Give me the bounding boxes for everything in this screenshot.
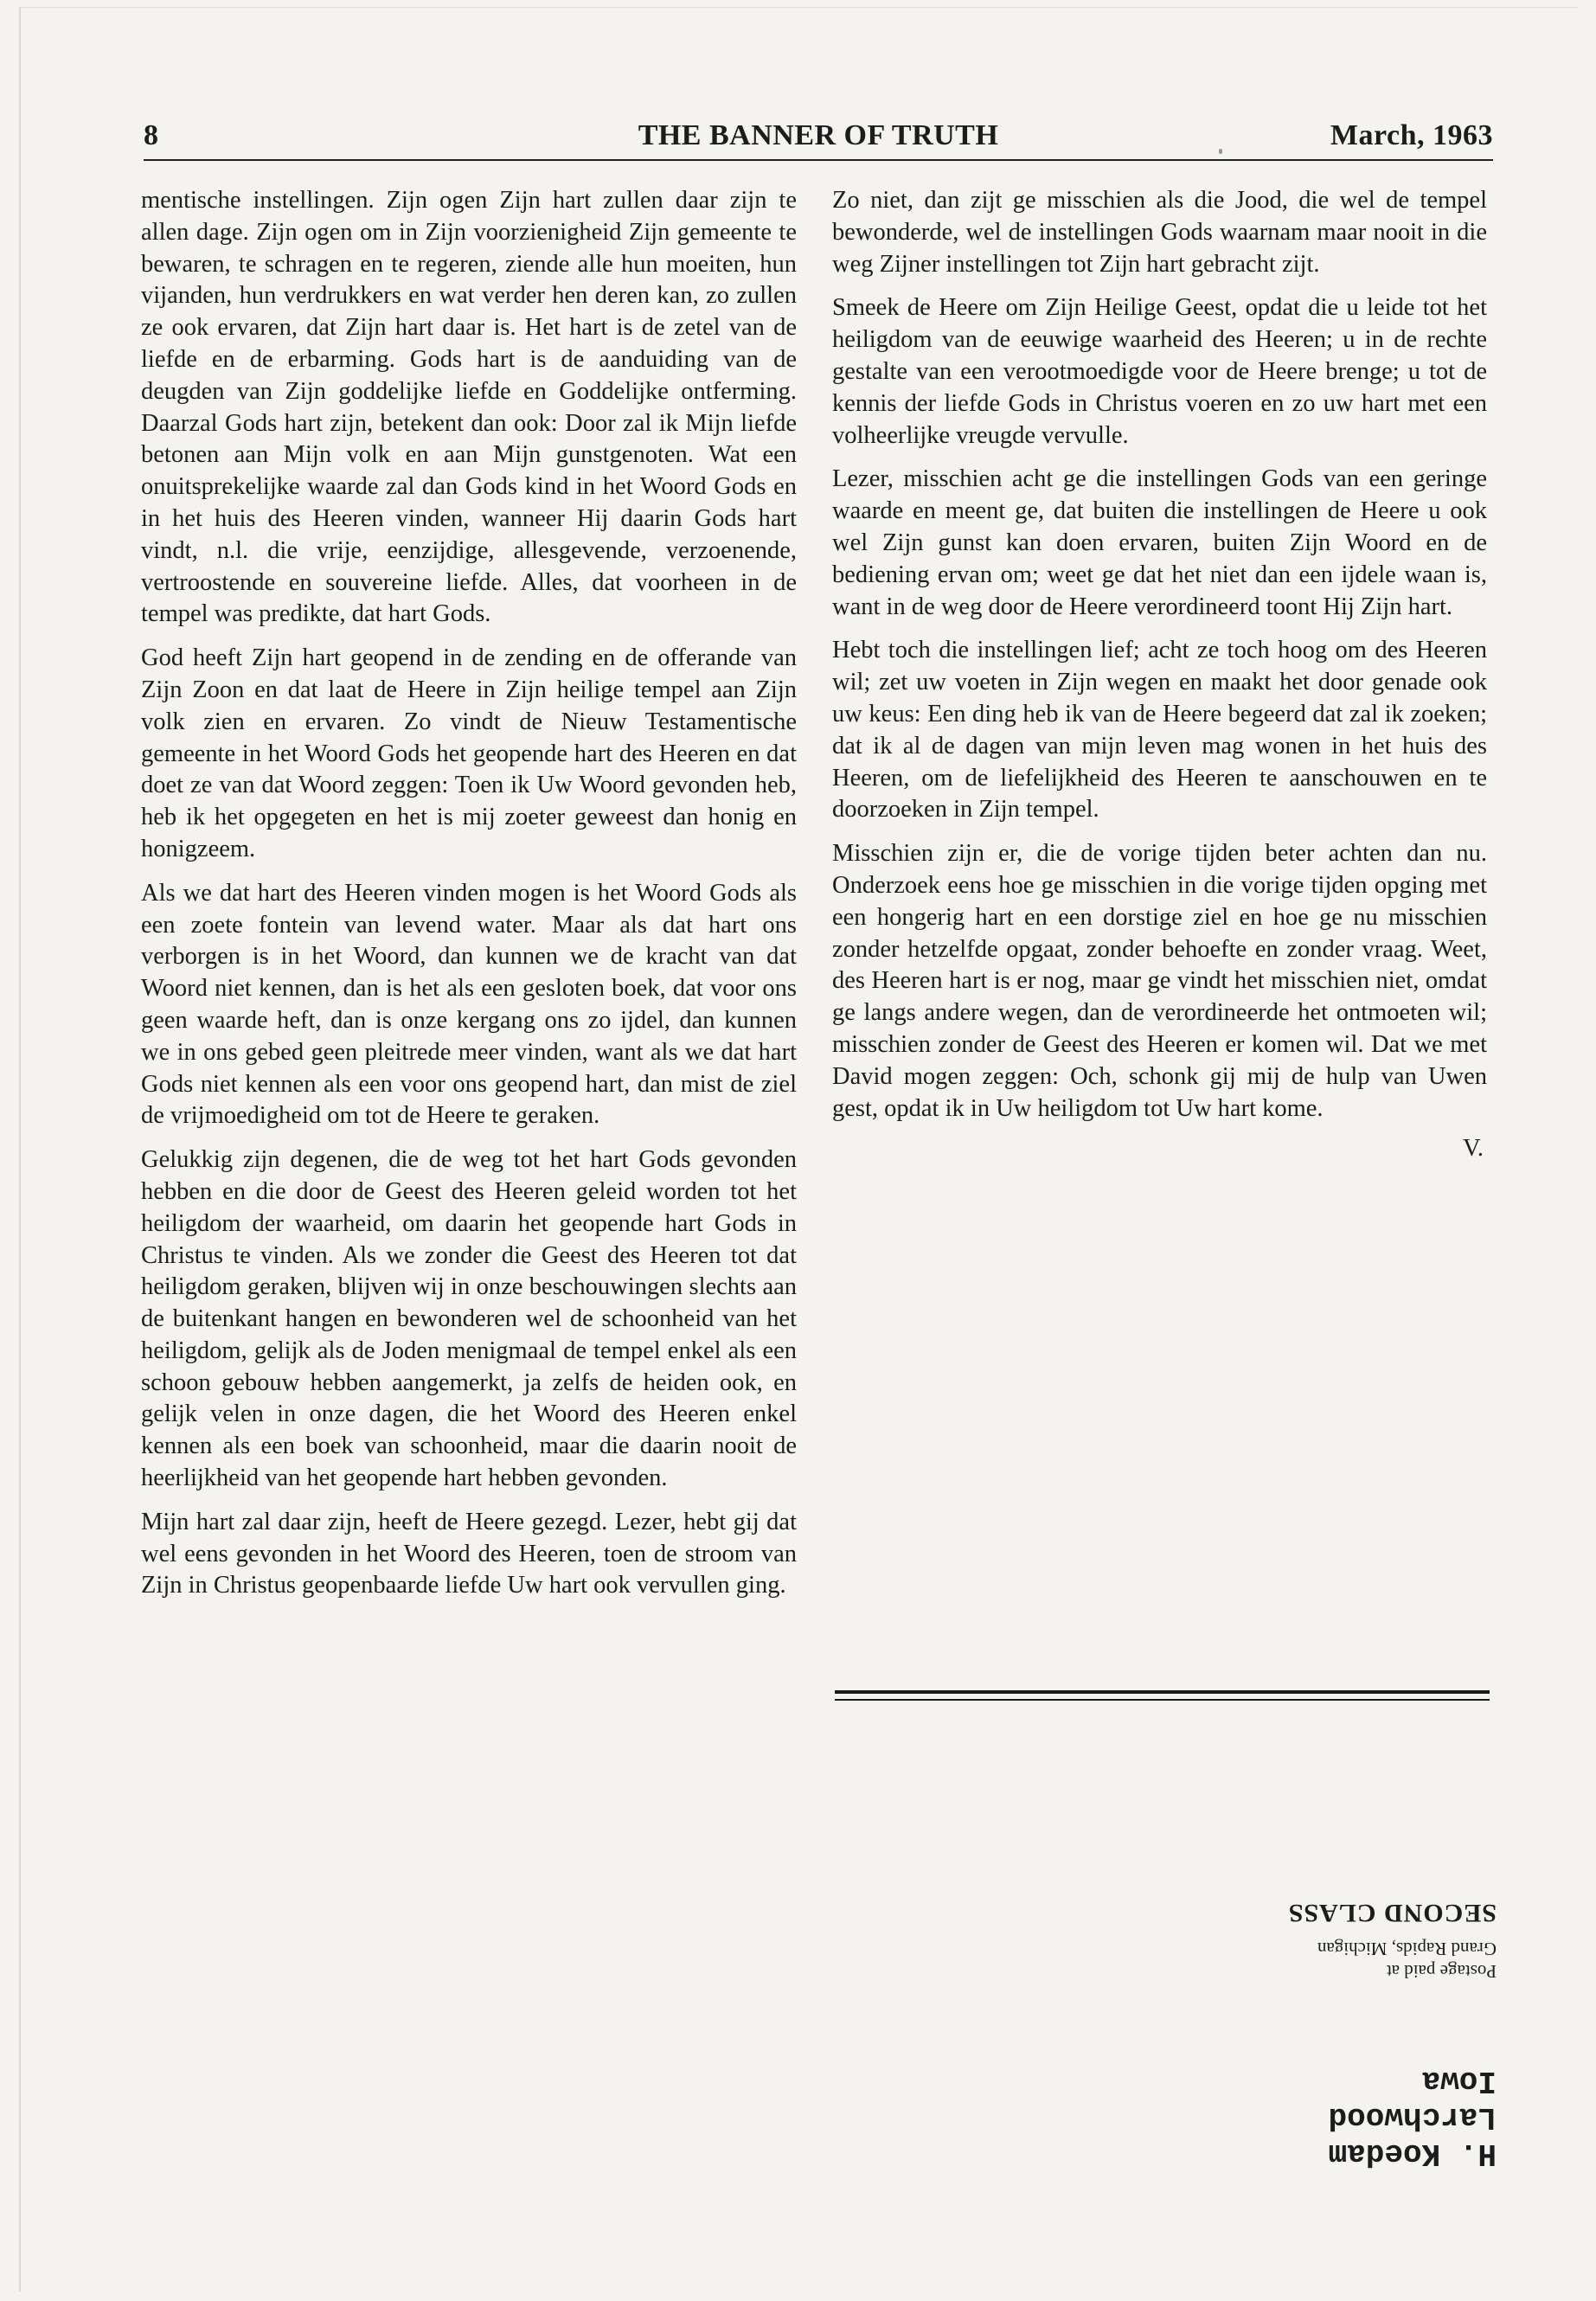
paragraph: Lezer, misschien acht ge die instellingen Gods van een geringe waarde en meent ge, dat buiten die instellingen de Heere u ook wel Zijn gunst kan doen ervaren, buiten Zijn Woord en de bediening ervan om; weet ge dat het niet dan een ijdele waan is, want in de weg door de Heere verordineerd toont Hij Zijn hart.: [832, 465, 1487, 620]
author-signature: V.: [1462, 1135, 1484, 1163]
page-header: [144, 119, 1493, 159]
paragraph: God heeft Zijn hart geopend in de zending en de offerande van Zijn Zoon en dat laat de Heere in Zijn heilige tempel aan Zijn volk zien en ervaren. Zo vindt de Nieuw Testamentische gemeente in het Woord Gods het geopende hart des Heeren en dat doet ze van dat Woord zeggen: Toen ik Uw Woord gevonden heb, heb ik het opgegeten en het is mij zoeter geweest dan honig en honigzeem.: [141, 644, 797, 862]
left-column: [141, 185, 797, 1614]
addressee-city: Larchwood: [1328, 2099, 1497, 2135]
addressee-name: H. Koedam: [1328, 2136, 1497, 2171]
page-number: 8: [144, 119, 159, 151]
paragraph: Hebt toch die instellingen lief; acht ze toch hoog om des Heeren wil; zet uw voeten in Zijn wegen en maakt het door genade ook uw keus: Een ding heb ik van de Heere begeerd dat zal ik zoeken; dat ik al de dagen van mijn leven mag wonen in het huis des Heeren, om de liefelijkheid des Heeren te aanschouwen en te doorzoeken in Zijn tempel.: [832, 637, 1487, 824]
separator-rule-top: [835, 1690, 1490, 1694]
separator-rule-bottom: [835, 1699, 1490, 1701]
addressee-state: Iowa: [1421, 2063, 1497, 2099]
paragraph: Zo niet, dan zijt ge misschien als die Jood, die wel de tempel bewonderde, wel de instellingen Gods waarnam maar nooit in die weg Zijner instellingen tot Zijn hart gebracht zijt.: [832, 187, 1487, 278]
right-column: [832, 185, 1487, 1165]
publication-title: THE BANNER OF TRUTH: [638, 119, 999, 151]
issue-date: March, 1963: [1330, 119, 1493, 151]
header-rule: [144, 159, 1493, 161]
paragraph: mentische instellingen. Zijn ogen Zijn hart zullen daar zijn te allen dage. Zijn ogen om in Zijn voorzienigheid Zijn gemeente te bewaren, te schragen en te regeren, ziende alle hun moeiten, hun vijanden, hun verdrukkers en wat verder hen deren kan, zo zullen ze ook ervaren, dat Zijn hart daar is. Het hart is de zetel van de liefde en de erbarming. Gods hart is de aanduiding van de deugden van Zijn goddelijke liefde en Goddelijke ontferming. Daarzal Gods hart zijn, betekent dan ook: Door zal ik Mijn liefde betonen aan Mijn volk en aan Mijn gunstgenoten. Wat een onuitsprekelijke waarde zal dan Gods kind in het Woord Gods en in het huis des Heeren vinden, wanneer Hij daarin Gods hart vindt, n.l. die vrije, eenzijdige, allesgevende, verzoenende, vertroostende en souvereine liefde. Alles, dat voorheen in de tempel was predikte, dat hart Gods.: [141, 187, 797, 628]
postage-line-1: Postage paid at: [1386, 1961, 1497, 1982]
mail-class: SECOND CLASS: [1287, 1899, 1497, 1927]
paragraph: Gelukkig zijn degenen, die de weg tot het hart Gods gevonden hebben en die door de Geest des Heeren geleid worden tot het heiligdom der waarheid, om daarin het geopende hart Gods in Christus te vinden. Als we zonder die Geest des Heeren tot dat heiligdom geraken, blijven wij in onze beschouwingen slechts aan de buitenkant hangen en bewonderen wel de schoonheid van het heiligdom, gelijk als de Joden menigmaal de tempel enkel als een schoon gebouw hebben aangemerkt, ja zelfs de heiden ook, en gelijk velen in onze dagen, die het Woord des Heeren enkel kennen als een boek van schoonheid, maar die daarin nooit de heerlijkheid van het geopende hart hebben gevonden.: [141, 1146, 797, 1492]
postage-line-2: Grand Rapids, Michigan: [1317, 1939, 1497, 1959]
paragraph: Misschien zijn er, die de vorige tijden beter achten dan nu. Onderzoek eens hoe ge misschien in die vorige tijden opging met een hongerig hart en een dorstige ziel en hoe ge nu misschien zonder hetzelfde opgaat, zonder behoefte en zonder vraag. Weet, des Heeren hart is er nog, maar ge vindt het misschien niet, omdat ge langs andere wegen, dan de verordineerde het ontmoeten wil; misschien zonder de Geest des Heeren er komen wil. Dat we met David mogen zeggen: Och, schonk gij mij de hulp van Uwen gest, opdat ik in Uw heiligdom tot Uw hart kome.: [832, 840, 1487, 1122]
paragraph: Als we dat hart des Heeren vinden mogen is het Woord Gods als een zoete fontein van levend water. Maar als dat hart ons verborgen is in het Woord, dan kunnen we de kracht van dat Woord niet kennen, dan is het als een gesloten boek, dat voor ons geen waarde heft, dan is onze kergang ons zo ijdel, dan kunnen we in ons gebed geen pleitrede meer vinden, want als we dat hart Gods niet kennen als een voor ons geopend hart, dan mist de ziel de vrijmoedigheid om tot de Heere te geraken.: [141, 879, 797, 1130]
paragraph: Smeek de Heere om Zijn Heilige Geest, opdat die u leide tot het heiligdom van de eeuwige waarheid des Heeren; u in de rechte gestalte van een verootmoedigde voor de Heere brenge; u tot de kennis der liefde Gods in Christus voeren en zo uw hart met een volheerlijke vreugde vervulle.: [832, 294, 1487, 449]
mailing-label: [1237, 1886, 1497, 2171]
paragraph: Mijn hart zal daar zijn, heeft de Heere gezegd. Lezer, hebt gij dat wel eens gevonden in het Woord des Heeren, toen de stroom van Zijn in Christus geopenbaarde liefde Uw hart ook vervullen ging.: [141, 1508, 797, 1599]
